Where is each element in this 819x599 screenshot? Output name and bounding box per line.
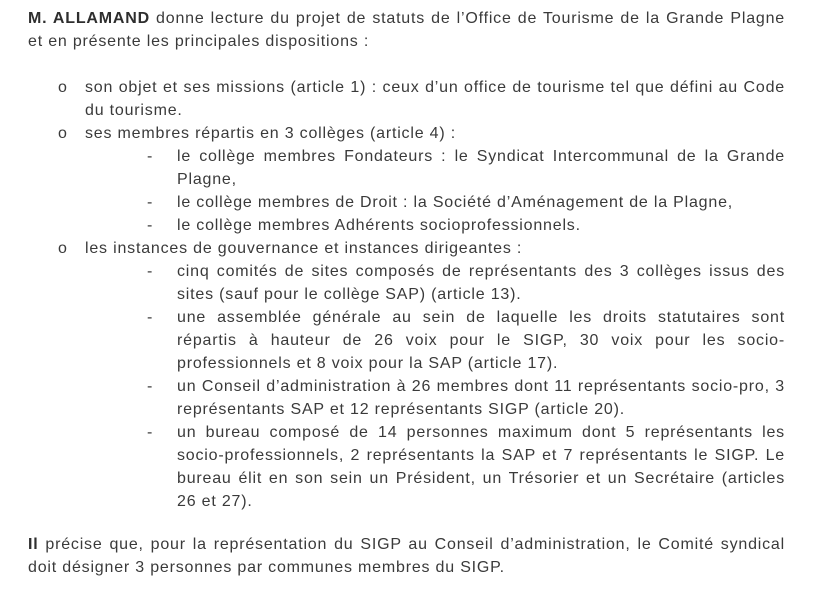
bullet-item-text: son objet et ses missions (article 1) : ceux d’un office de tourisme tel que défini au Code du tourisme.: [85, 79, 785, 119]
sub-bullet-item-conseil-administration: [28, 375, 785, 421]
sub-bullet-item-text: cinq comités de sites composés de représentants des 3 collèges issus des sites (sauf pour le collège SAP) (article 13).: [177, 263, 785, 303]
closing-paragraph: [28, 533, 785, 579]
dash-bullet-marker: -: [147, 194, 154, 211]
bullet-item-membres: [28, 122, 785, 145]
bullet-item-instances: [28, 237, 785, 260]
sub-bullet-item-bureau: [28, 421, 785, 513]
dash-bullet-marker: -: [147, 309, 154, 326]
dash-bullet-marker: -: [147, 148, 154, 165]
dash-bullet-marker: -: [147, 217, 154, 234]
dash-bullet-marker: -: [147, 378, 154, 395]
circle-bullet-marker: o: [58, 125, 68, 142]
sub-bullet-item-college-adherents: [28, 214, 785, 237]
sub-bullet-item-assemblee-generale: [28, 306, 785, 375]
sub-bullet-item-college-droit: [28, 191, 785, 214]
dash-bullet-marker: -: [147, 424, 154, 441]
closing-paragraph-lead: Il: [28, 536, 39, 553]
intro-paragraph-text: donne lecture du projet de statuts de l’Office de Tourisme de la Grande Plagne et en présente les principales dispositions :: [28, 10, 785, 50]
closing-paragraph-text: précise que, pour la représentation du SIGP au Conseil d’administration, le Comité syndical doit désigner 3 personnes par communes membres du SIGP.: [28, 536, 785, 576]
sub-bullet-item-text: le collège membres Adhérents socioprofessionnels.: [177, 217, 581, 234]
sub-bullet-item-text: un bureau composé de 14 personnes maximum dont 5 représentants les socio-professionnels, 2 représentants la SAP et 7 représentants le SIGP. Le bureau élit en son sein un Président, un Trésorier et un Secrétaire (articles 26 et 27).: [177, 424, 785, 510]
sub-bullet-item-text: le collège membres Fondateurs : le Syndicat Intercommunal de la Grande Plagne,: [177, 148, 785, 188]
bullet-item-objet: [28, 76, 785, 122]
bullet-list: [28, 76, 785, 513]
sub-bullet-item-comites-sites: [28, 260, 785, 306]
speaker-name: M. ALLAMAND: [28, 10, 150, 27]
sub-bullet-item-text: un Conseil d’administration à 26 membres dont 11 représentants socio-pro, 3 représentants SAP et 12 représentants SIGP (article 20).: [177, 378, 785, 418]
sub-bullet-item-text: le collège membres de Droit : la Société d’Aménagement de la Plagne,: [177, 194, 734, 211]
circle-bullet-marker: o: [58, 240, 68, 257]
sub-bullet-item-text: une assemblée générale au sein de laquelle les droits statutaires sont répartis à hauteur de 26 voix pour le SIGP, 30 voix pour les socio-professionnels et 8 voix pour la SAP (article 17).: [177, 309, 785, 372]
bullet-item-text: ses membres répartis en 3 collèges (article 4) :: [85, 125, 456, 142]
dash-bullet-marker: -: [147, 263, 154, 280]
bullet-item-text: les instances de gouvernance et instances dirigeantes :: [85, 240, 523, 257]
sub-bullet-item-college-fondateurs: [28, 145, 785, 191]
circle-bullet-marker: o: [58, 79, 68, 96]
intro-paragraph: [28, 7, 785, 53]
